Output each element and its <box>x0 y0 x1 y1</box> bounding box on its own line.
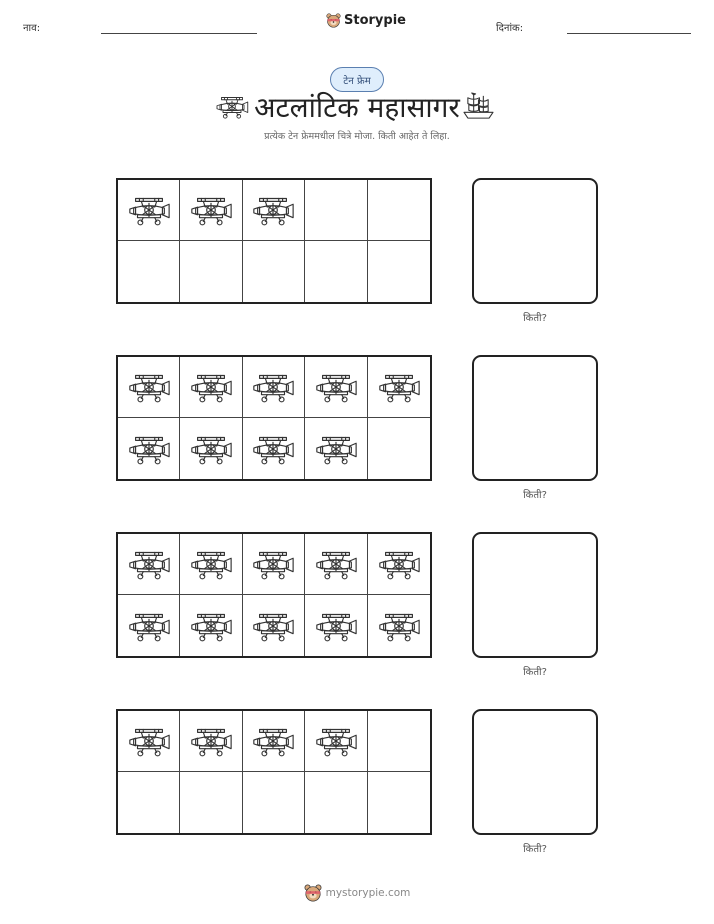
name-write-line[interactable] <box>101 33 257 34</box>
ten-frame-cell <box>118 772 180 833</box>
brand-logo <box>326 13 406 28</box>
answer-label: किती? <box>523 667 547 678</box>
answer-label: किती? <box>523 313 547 324</box>
footer-url[interactable]: mystorypie.com <box>325 887 411 899</box>
airplane-icon <box>126 369 172 405</box>
ten-frame-cell <box>368 711 430 772</box>
airplane-icon <box>126 431 172 467</box>
bear-icon <box>326 13 341 28</box>
ten-frame-cell <box>243 595 305 656</box>
answer-box[interactable] <box>472 532 598 658</box>
ten-frame <box>116 709 432 835</box>
ten-frame-cell <box>118 595 180 656</box>
ten-frame <box>116 178 432 304</box>
ten-frame-cell <box>243 772 305 833</box>
date-label: दिनांक: <box>496 23 524 34</box>
airplane-icon <box>126 192 172 228</box>
airplane-icon <box>313 431 359 467</box>
airplane-icon <box>250 546 296 582</box>
ten-frame-cell <box>118 241 180 302</box>
airplane-icon <box>188 369 234 405</box>
airplane-icon <box>376 369 422 405</box>
airplane-icon <box>250 431 296 467</box>
airplane-icon <box>313 546 359 582</box>
ten-frame-cell <box>118 418 180 479</box>
date-write-line[interactable] <box>567 33 691 34</box>
airplane-icon <box>188 723 234 759</box>
ten-frame-cell <box>118 711 180 772</box>
airplane-icon <box>126 546 172 582</box>
page-title: अटलांटिक महासागर <box>254 91 460 124</box>
ten-frame-cell <box>305 534 367 595</box>
ten-frame-cell <box>243 241 305 302</box>
name-label: नाव: <box>23 23 41 34</box>
ten-frame <box>116 532 432 658</box>
ten-frame-cell <box>305 418 367 479</box>
airplane-icon <box>126 723 172 759</box>
answer-box[interactable] <box>472 178 598 304</box>
sailing-ship-icon <box>462 92 495 121</box>
ten-frame-cell <box>305 595 367 656</box>
airplane-icon <box>188 431 234 467</box>
airplane-icon <box>376 608 422 644</box>
ten-frame-cell <box>368 772 430 833</box>
answer-label: किती? <box>523 490 547 501</box>
airplane-icon <box>376 546 422 582</box>
airplane-icon <box>250 192 296 228</box>
answer-box[interactable] <box>472 355 598 481</box>
airplane-icon <box>313 723 359 759</box>
brand-name: Storypie <box>344 13 406 28</box>
worksheet-type-badge: टेन फ्रेम <box>330 67 384 92</box>
ten-frame-cell <box>243 711 305 772</box>
ten-frame-cell <box>368 534 430 595</box>
ten-frame-cell <box>368 357 430 418</box>
ten-frame-cell <box>180 772 242 833</box>
airplane-icon <box>250 723 296 759</box>
ten-frame-cell <box>368 418 430 479</box>
ten-frame <box>116 355 432 481</box>
ten-frame-cell <box>180 595 242 656</box>
ten-frame-cell <box>243 357 305 418</box>
airplane-icon <box>188 192 234 228</box>
footer <box>0 884 714 902</box>
airplane-icon <box>126 608 172 644</box>
ten-frame-cell <box>180 180 242 241</box>
airplane-icon <box>250 369 296 405</box>
ten-frame-cell <box>305 772 367 833</box>
bear-icon <box>304 884 322 902</box>
airplane-icon <box>188 608 234 644</box>
ten-frame-cell <box>180 241 242 302</box>
ten-frame-cell <box>305 180 367 241</box>
ten-frame-cell <box>305 357 367 418</box>
airplane-icon <box>188 546 234 582</box>
ten-frame-cell <box>243 418 305 479</box>
ten-frame-cell <box>180 534 242 595</box>
instructions: प्रत्येक टेन फ्रेममधील चित्रे मोजा. किती आहेत ते लिहा. <box>264 131 450 142</box>
ten-frame-cell <box>368 595 430 656</box>
answer-box[interactable] <box>472 709 598 835</box>
ten-frame-cell <box>118 534 180 595</box>
ten-frame-cell <box>368 180 430 241</box>
answer-label: किती? <box>523 844 547 855</box>
ten-frame-cell <box>180 418 242 479</box>
ten-frame-cell <box>368 241 430 302</box>
ten-frame-cell <box>118 180 180 241</box>
airplane-icon <box>313 608 359 644</box>
airplane-icon <box>313 369 359 405</box>
ten-frame-cell <box>180 711 242 772</box>
ten-frame-cell <box>118 357 180 418</box>
ten-frame-cell <box>305 241 367 302</box>
ten-frame-cell <box>305 711 367 772</box>
ten-frame-cell <box>180 357 242 418</box>
airplane-icon <box>250 608 296 644</box>
ten-frame-cell <box>243 534 305 595</box>
ten-frame-cell <box>243 180 305 241</box>
